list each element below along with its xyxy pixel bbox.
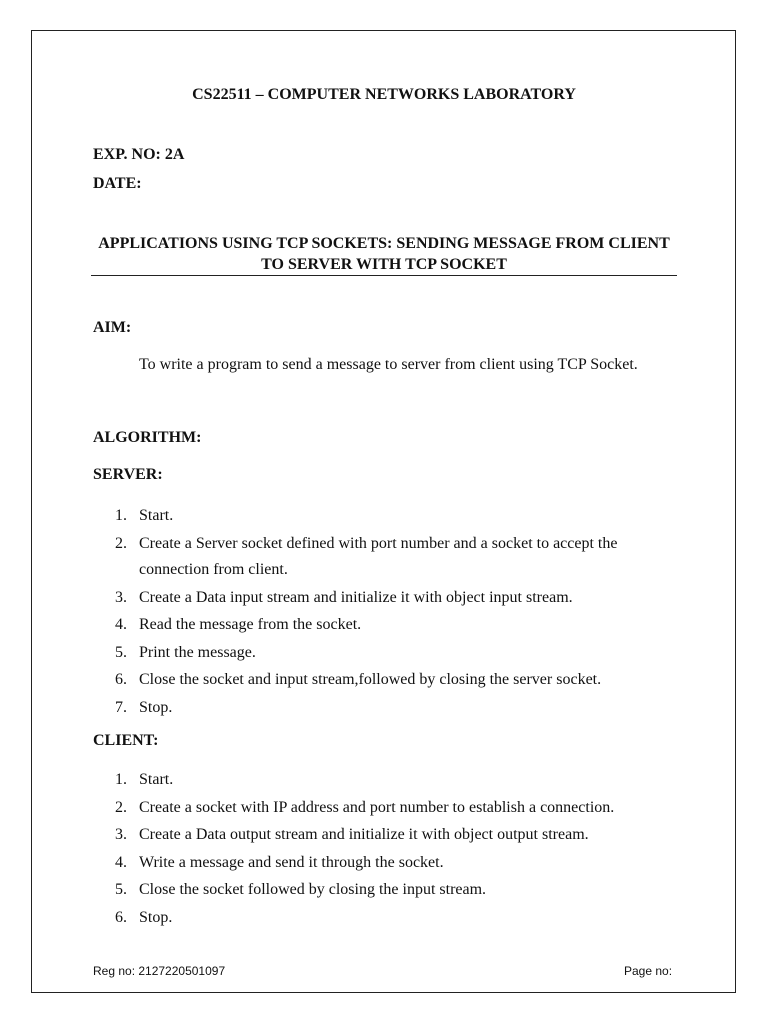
list-item — [93, 612, 653, 639]
step-text: Create a Server socket defined with port number and a socket to accept the connection from client. — [139, 534, 618, 578]
step-text: Start. — [139, 771, 174, 788]
list-item — [93, 795, 653, 822]
step-text: Create a Data output stream and initialize it with object output stream. — [139, 826, 589, 843]
step-number: 1. — [115, 507, 127, 524]
aim-heading: AIM: — [93, 319, 132, 336]
list-item — [93, 585, 653, 612]
step-number: 5. — [115, 643, 127, 661]
step-text: Stop. — [139, 908, 173, 926]
step-number: 6. — [115, 671, 127, 688]
server-steps-list — [93, 503, 653, 722]
list-item — [93, 850, 653, 877]
step-number: 7. — [115, 698, 127, 716]
step-number: 2. — [115, 798, 127, 816]
step-text: Create a socket with IP address and port number to establish a connection. — [139, 798, 615, 816]
list-item — [93, 695, 653, 722]
aim-text: To write a program to send a message to server from client using TCP Socket. — [139, 356, 638, 373]
list-item — [93, 667, 653, 694]
page-number-label: Page no: — [624, 964, 673, 978]
step-number: 3. — [115, 826, 127, 843]
step-text: Close the socket and input stream,followed by closing the server socket. — [139, 671, 602, 688]
step-text: Print the message. — [139, 643, 256, 661]
list-item — [93, 822, 653, 849]
list-item — [93, 877, 653, 904]
step-text: Stop. — [139, 698, 173, 716]
course-title: CS22511 – COMPUTER NETWORKS LABORATORY — [192, 86, 576, 103]
step-number: 5. — [115, 881, 127, 898]
server-heading: SERVER: — [93, 466, 163, 483]
list-item — [93, 503, 653, 530]
list-item — [93, 531, 653, 584]
step-text: Close the socket followed by closing the input stream. — [139, 881, 487, 898]
list-item — [93, 905, 653, 932]
step-text: Create a Data input stream and initialize it with object input stream. — [139, 588, 573, 606]
step-number: 2. — [115, 534, 127, 552]
client-steps-list — [93, 767, 653, 932]
registration-number: Reg no: 2127220501097 — [93, 964, 226, 978]
step-text: Write a message and send it through the socket. — [139, 853, 444, 871]
step-number: 1. — [115, 771, 127, 788]
client-heading: CLIENT: — [93, 732, 159, 749]
step-number: 6. — [115, 908, 127, 926]
experiment-title: APPLICATIONS USING TCP SOCKETS: SENDING MESSAGE FROM CLIENT TO SERVER WITH TCP SOCKET — [98, 235, 670, 273]
step-number: 3. — [115, 588, 127, 606]
step-number: 4. — [115, 616, 127, 633]
title-underline — [91, 275, 677, 276]
step-text: Read the message from the socket. — [139, 616, 362, 633]
step-text: Start. — [139, 507, 174, 524]
step-number: 4. — [115, 853, 127, 871]
experiment-number: EXP. NO: 2A — [93, 146, 185, 163]
algorithm-heading: ALGORITHM: — [93, 429, 202, 446]
list-item — [93, 767, 653, 794]
date-label: DATE: — [93, 175, 142, 192]
list-item — [93, 640, 653, 667]
